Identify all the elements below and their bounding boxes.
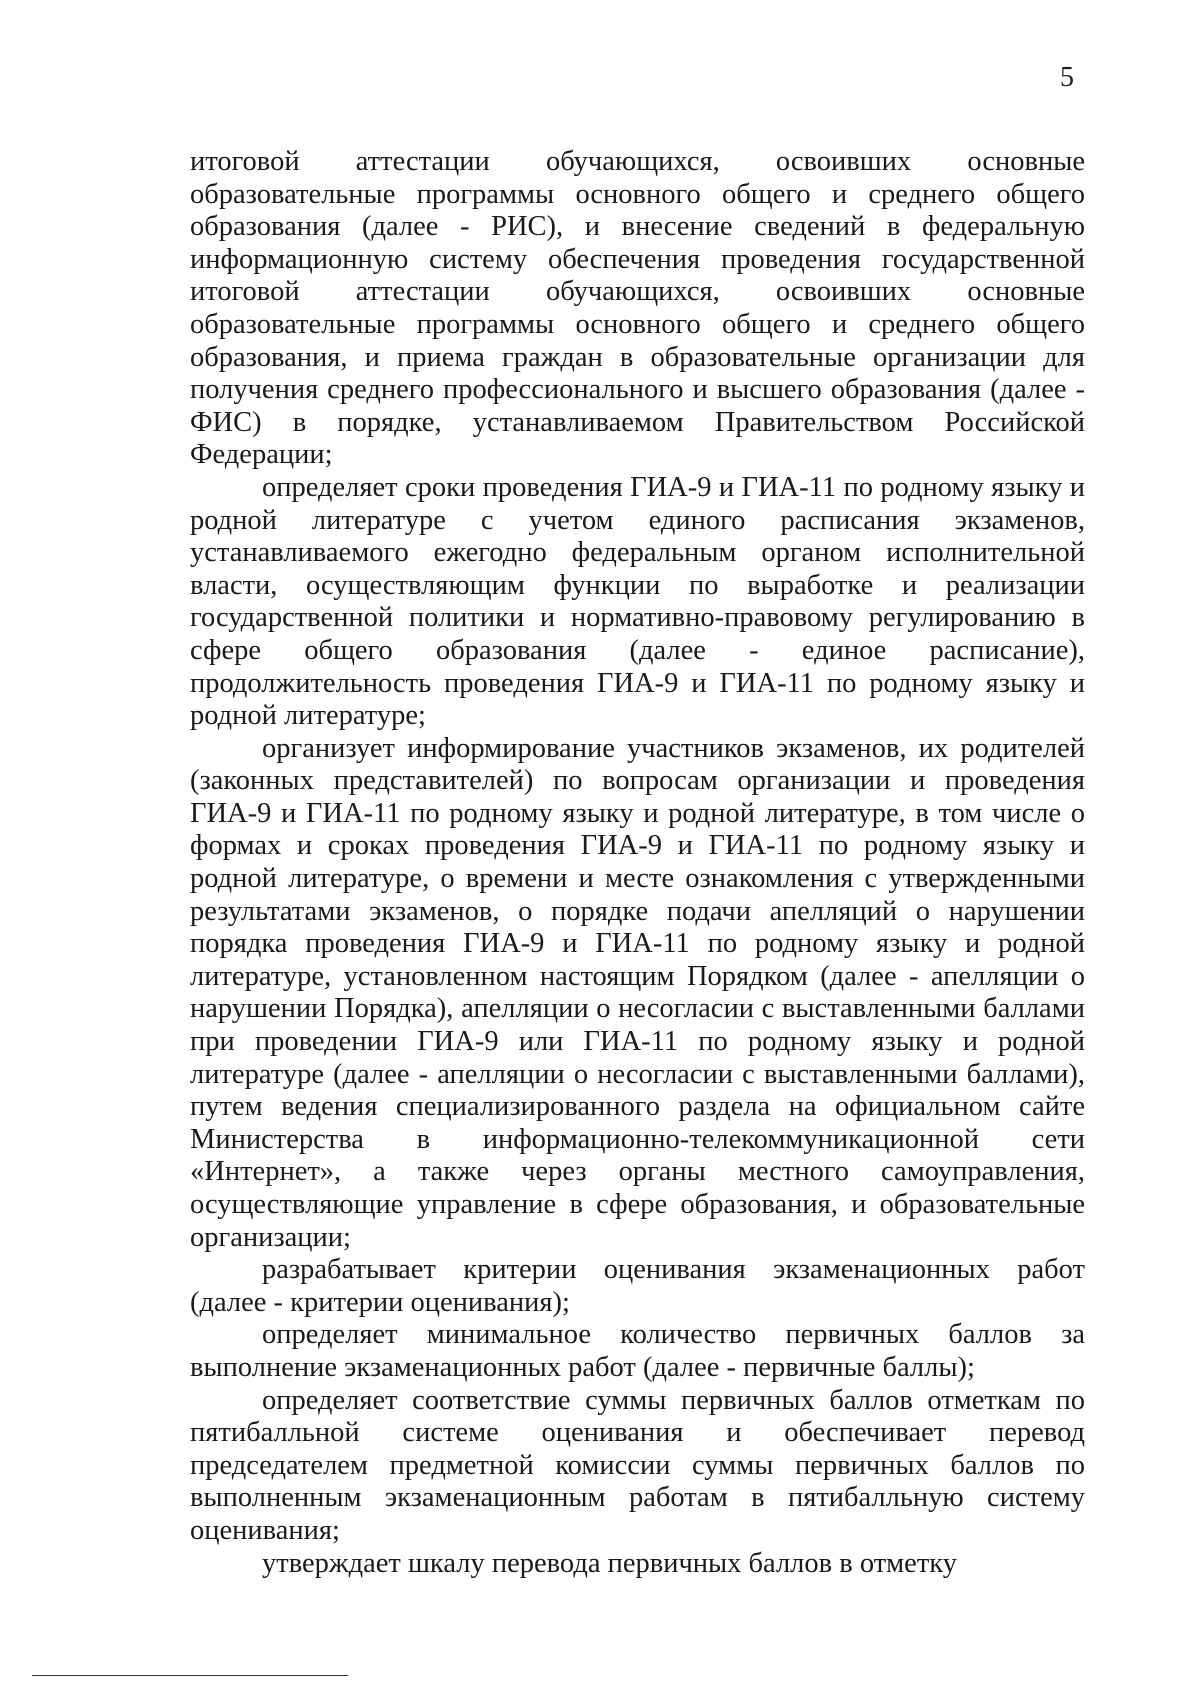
paragraph-score-conversion: определяет соответствие суммы первичных баллов отметкам по пятибалльной системе оценивания и обеспечивает перевод председателем предметной комиссии суммы первичных баллов по выполненным экзаменационным работам в пятибалльную систему оценивания;: [190, 1384, 1085, 1546]
footer-divider: [32, 1675, 348, 1676]
paragraph-criteria: разрабатывает критерии оценивания экзаменационных работ (далее - критерии оценивания);: [190, 1254, 1085, 1318]
paragraph-min-score: определяет минимальное количество первичных баллов за выполнение экзаменационных работ (далее - первичные баллы);: [190, 1319, 1085, 1383]
document-body: [190, 146, 1085, 1580]
paragraph-continuation: итоговой аттестации обучающихся, освоивших основные образовательные программы основного общего и среднего общего образования (далее - РИС), и внесение сведений в федеральную информационную систему обеспечения проведения государственной итоговой аттестации обучающихся, освоивших основные образовательные программы основного общего и среднего общего образования, и приема граждан в образовательные организации для получения среднего профессионального и высшего образования (далее - ФИС) в порядке, устанавливаемом Правительством Российской Федерации;: [190, 146, 1085, 471]
paragraph-informing: организует информирование участников экзаменов, их родителей (законных представителей) по вопросам организации и проведения ГИА-9 и ГИА-11 по родному языку и родной литературе, в том числе о формах и сроках проведения ГИА-9 и ГИА-11 по родному языку и родной литературе, о времени и месте ознакомления с утвержденными результатами экзаменов, о порядке подачи апелляций о нарушении порядка проведения ГИА-9 и ГИА-11 по родному языку и родной литературе, установленном настоящим Порядком (далее - апелляции о нарушении Порядка), апелляции о несогласии с выставленными баллами при проведении ГИА-9 или ГИА-11 по родному языку и родной литературе (далее - апелляции о несогласии с выставленными баллами), путем ведения специализированного раздела на официальном сайте Министерства в информационно-телекоммуникационной сети «Интернет», а также через органы местного самоуправления, осуществляющие управление в сфере образования, и образовательные организации;: [190, 732, 1085, 1253]
page-number: 5: [1060, 62, 1074, 93]
paragraph-scale: утверждает шкалу перевода первичных баллов в отметку: [262, 1547, 957, 1579]
paragraph-exam-schedule: определяет сроки проведения ГИА-9 и ГИА-11 по родному языку и родной литературе с учетом единого расписания экзаменов, устанавливаемого ежегодно федеральным органом исполнительной власти, осуществляющим функции по выработке и реализации государственной политики и нормативно-правовому регулированию в сфере общего образования (далее - единое расписание), продолжительность проведения ГИА-9 и ГИА-11 по родному языку и родной литературе;: [190, 471, 1085, 732]
